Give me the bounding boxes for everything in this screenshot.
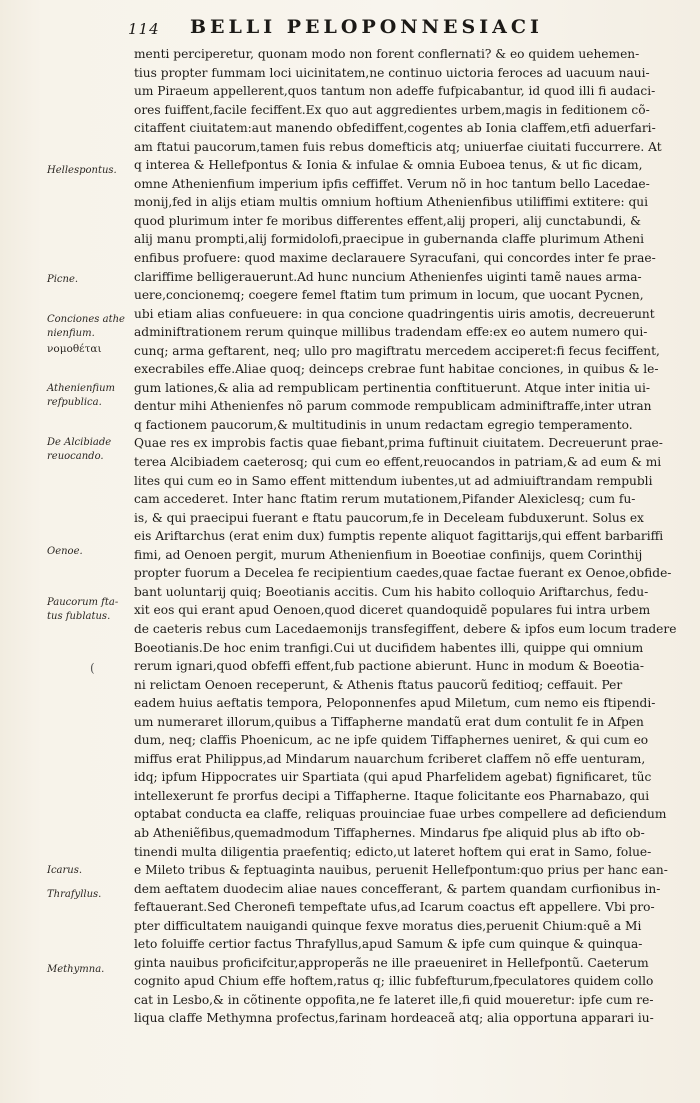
text-line: eis Ariftarchus (erat enim dux) fumptis repente aliquot fagittarijs,qui effent barbariffi: [134, 529, 664, 544]
text-line: alij manu prompti,alij formidolofi,praecipue in gubernanda claffe plurimum Atheni: [134, 232, 645, 247]
text-line: dentur mihi Athenienfes nõ parum commode rempublicam adminiftraffe,inter utran: [134, 399, 652, 414]
text-line: ni relictam Oenoen receperunt, & Athenis ftatus paucorũ feditioq; ceffauit. Per: [134, 677, 623, 692]
text-line: xit eos qui erant apud Oenoen,quod diceret quandoquidẽ populares fui intra urbem: [134, 603, 651, 618]
text-line: de caeteris rebus cum Lacedaemonijs transfegiffent, debere & ipfos eum locum tradere: [134, 621, 677, 636]
text-line: clariffime belligerauerunt.Ad hunc nuncium Athenienfes uiginti tamẽ naues arma-: [134, 269, 642, 284]
text-line: eadem huius aeftatis tempora, Peloponnenfes apud Miletum, cum nemo eis ftipendi-: [134, 696, 656, 711]
text-line: cunq; arma geftarent, neq; ullo pro magiftratu mercedem acciperet:fi fecus feciffent,: [134, 343, 660, 358]
margin-note-respublica: refpublica.: [47, 397, 102, 408]
margin-note-sublatus: tus fublatus.: [47, 611, 111, 622]
text-line: q factionem paucorum,& multitudinis in unum redactam egregio temperamento.: [134, 417, 633, 432]
text-line: tinendi multa diligentia praefentiq; edicto,ut lateret hoftem qui erat in Samo, folue-: [134, 844, 652, 859]
margin-note-oenoe: Oenoe.: [47, 546, 83, 557]
text-line: intellexerunt fe prorfus decipi a Tiffapherne. Itaque folicitante eos Pharnabazo, qui: [134, 788, 650, 803]
text-line: propter fuorum a Decelea fe recipientium caedes,quae factae fuerant ex Oenoe,obfide-: [134, 566, 672, 581]
text-line: um Piraeum appellerent,quos tantum non adeffe fufpicabantur, id quod illi fi audaci-: [134, 84, 656, 99]
margin-note-paucorum: Paucorum fta-: [47, 597, 119, 608]
margin-note-icarus: Icarus.: [47, 865, 83, 876]
text-line: q interea & Hellefpontus & Ionia & infulae & omnia Euboea tenus, & ut fic dicam,: [134, 158, 643, 173]
text-line: dem aeftatem duodecim aliae naues concefferant, & partem quandam curfionibus in-: [134, 881, 661, 896]
text-line: optabat conducta ea claffe, reliquas prouinciae fuae urbes compellere ad deficiendum: [134, 807, 667, 822]
text-line: adminiftrationem rerum quinque millibus tradendam effe:ex eo autem numero qui-: [134, 325, 648, 340]
text-line: Boeotianis.De hoc enim tranfigi.Cui ut ducifidem habentes illi, quippe qui omnium: [134, 640, 644, 655]
margin-note-conciones: Conciones athe: [47, 314, 125, 325]
text-line: ab Atheniẽfibus,quemadmodum Tiffaphernes. Mindarus fpe aliquid plus ab ifto ob-: [134, 825, 645, 840]
margin-note-nienfium: nienfium.: [47, 328, 95, 339]
running-title: BELLI PELOPONNESIACI: [190, 16, 543, 38]
text-line: feftauerant.Sed Cheronefi tempeftate ufus,ad Icarum coactus eft appellere. Vbi pro-: [134, 900, 655, 915]
text-line: dum, neq; claffis Phoenicum, ac ne ipfe quidem Tiffaphernes ueniret, & qui cum eo: [134, 733, 649, 748]
margin-note-alcibiade: De Alcibiade: [47, 437, 112, 448]
text-line: gum lationes,& alia ad rempublicam pertinentia conftituerunt. Atque inter initia ui-: [134, 380, 650, 395]
text-line: citaffent ciuitatem:aut manendo obfediffent,cogentes ab Ionia claffem,etfi aduerfari-: [134, 121, 656, 136]
text-line: um numeraret illorum,quibus a Tiffapherne mandatũ erat dum contulit fe in Afpen: [134, 714, 644, 729]
text-line: execrabiles effe.Aliae quoq; deinceps crebrae funt habitae conciones, in quibus & le-: [134, 362, 659, 377]
text-line: is, & qui praecipui fuerant e ftatu paucorum,fe in Deceleam fubduxerunt. Solus ex: [134, 510, 644, 525]
text-line: lites qui cum eo in Samo effent mittendum iubentes,ut ad admiuiftrandam rempubli: [134, 473, 653, 488]
text-line: liqua claffe Methymna profectus,farinam hordeaceã atq; alia opportuna apparari iu-: [134, 1011, 654, 1026]
text-line: cam accederet. Inter hanc ftatim rerum mutationem,Pifander Alexiclesq; cum fu-: [134, 492, 636, 507]
text-line: monij,fed in alijs etiam multis omnium hoftium Athenienfibus utiliffimi extitere: qui: [134, 195, 649, 210]
text-line: idq; ipfum Hippocrates uir Spartiata (qui apud Pharfelidem agebat) fignificaret, tũc: [134, 770, 652, 785]
text-line: fimi, ad Oenoen pergit, murum Athenienfium in Boeotiae confinijs, quem Corinthij: [134, 547, 643, 562]
margin-note-reuocando: reuocando.: [47, 451, 104, 462]
text-line: ginta nauibus proficifcitur,approperãs ne ille praeueniret in Hellefpontũ. Caeterum: [134, 955, 649, 970]
margin-note-picne: Picne.: [47, 274, 79, 285]
text-line: tius propter fummam loci uicinitatem,ne continuo uictoria feroces ad uacuum naui-: [134, 65, 650, 80]
text-line: quod plurimum inter fe moribus differentes effent,alij properi, alij cunctabundi, &: [134, 213, 641, 228]
text-line: omne Athenienfium imperium ipfis ceffiffet. Verum nõ in hoc tantum bello Lacedae-: [134, 176, 650, 191]
body-text: [134, 45, 694, 1028]
text-line: cognito apud Chium effe hoftem,ratus q; illic fubfefturum,fpeculatores quidem collo: [134, 974, 654, 989]
text-line: pter difficultatem nauigandi quinque fexve moratus dies,peruenit Chium:quẽ a Mi: [134, 918, 642, 933]
text-line: ores fuiffent,facile feciffent.Ex quo aut aggredientes urbem,magis in feditionem cõ-: [134, 102, 650, 117]
text-line: bant uoluntarij quiq; Boeotianis accitis. Cum his habito colloquio Ariftarchus, fedu-: [134, 584, 649, 599]
text-line: miffus erat Philippus,ad Mindarum nauarchum fcriberet claffem nõ effe uenturam,: [134, 751, 646, 766]
text-line: leto foluiffe certior factus Thrafyllus,apud Samum & ipfe cum quinque & quinqua-: [134, 937, 643, 952]
margin-note-atheniensium: Athenienfium: [47, 383, 116, 394]
text-line: terea Alcibiadem caeterosq; qui cum eo effent,reuocandos in patriam,& ad eum & mi: [134, 455, 662, 470]
margin-mark: (: [90, 661, 95, 675]
margin-note-methymna: Methymna.: [47, 964, 105, 975]
margin-note-hellespontus: Hellespontus.: [47, 165, 117, 176]
text-line: cat in Lesbo,& in cõtinente oppofita,ne fe lateret ille,fi quid moueretur: ipfe cum re-: [134, 992, 654, 1007]
page-number: 114: [128, 20, 160, 38]
text-line: am ftatui paucorum,tamen fuis rebus domefticis atq; uniuerfae ciuitati fuccurrere. At: [134, 139, 662, 154]
margin-note-greek: νομοθέται: [47, 343, 102, 355]
margin-note-thrasyllus: Thrafyllus.: [47, 889, 102, 900]
text-line: e Mileto tribus & feptuaginta nauibus, peruenit Hellefpontum:quo prius per hanc ean-: [134, 863, 668, 878]
page-header: [0, 14, 700, 44]
text-line: enfibus profuere: quod maxime declarauere Syracufani, qui concordes inter fe prae-: [134, 251, 656, 266]
text-line: menti perciperetur, quonam modo non forent conflernati? & eo quidem uehemen-: [134, 47, 640, 61]
text-line: uere,concionemq; coegere femel ftatim tum primum in locum, que uocant Pycnen,: [134, 288, 644, 303]
text-line: Quae res ex improbis factis quae fiebant,prima fuftinuit ciuitatem. Decreuerunt prae-: [134, 436, 663, 451]
text-line: rerum ignari,quod obfeffi effent,fub pactione abierunt. Hunc in modum & Boeotia-: [134, 659, 644, 674]
text-line: ubi etiam alias confueuere: in qua concione quadringentis uiris amotis, decreuerunt: [134, 306, 655, 321]
